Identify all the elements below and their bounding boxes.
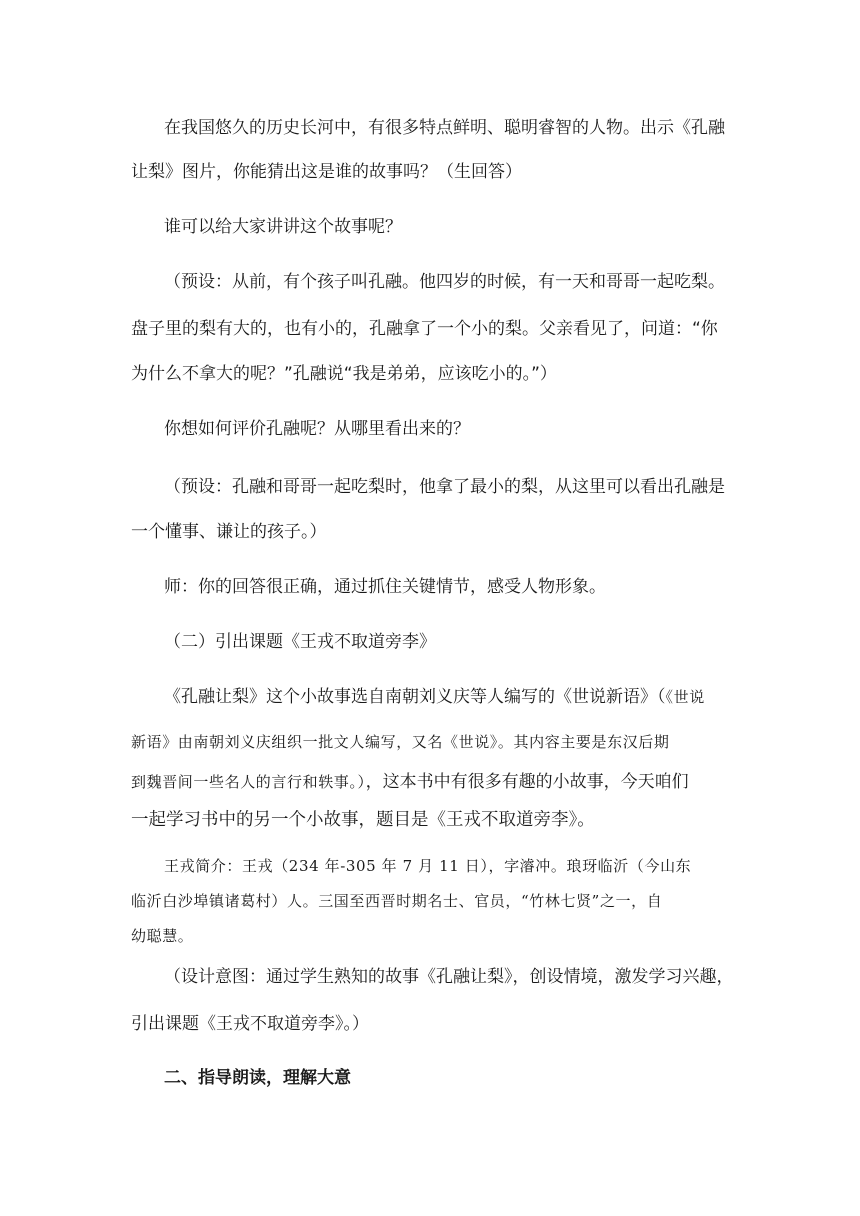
note-line: 新语》由南朝刘义庆组织一批文人编写，又名《世说》。其内容主要是东汉后期 [131, 733, 670, 751]
text-line [131, 774, 731, 791]
text-line: 一起学习书中的另一个小故事，题目是《王戎不取道旁李》。 [131, 810, 595, 830]
text-line [164, 689, 764, 706]
text-line: 为什么不拿大的呢？”孔融说“我是弟弟，应该吃小的。”） [131, 364, 557, 384]
intro-line: 临沂白沙埠镇诸葛村）人。三国至西晋时期名士、官员，“竹林七贤”之一，自 [131, 892, 663, 910]
text-line: 一个懂事、谦让的孩子。） [131, 522, 327, 542]
intro-line: 幼聪慧。 [131, 927, 194, 945]
intro-line: 王戎简介：王戎（234 年-305 年 7 月 11 日），字濬冲。琅玡临沂（今山东 [164, 857, 692, 875]
text-line: 在我国悠久的历史长河中，有很多特点鲜明、聪明睿智的人物。出示《孔融 [164, 118, 725, 138]
section-heading: 二、指导朗读，理解大意 [164, 1068, 351, 1088]
text-line: 让梨》图片，你能猜出这是谁的故事吗？（生回答） [131, 162, 522, 182]
text-line: 引出课题《王戎不取道旁李》。） [131, 1014, 369, 1034]
text-segment: ，这本书中有很多有趣的小故事，今天咱们 [365, 772, 689, 792]
note-text: 到魏晋间一些名人的言行和轶事。） [131, 773, 366, 791]
text-line: （二）引出课题《王戎不取道旁李》 [164, 632, 436, 652]
text-line: 你想如何评价孔融呢？从哪里看出来的？ [164, 419, 470, 439]
text-line: 谁可以给大家讲讲这个故事呢？ [164, 217, 402, 237]
text-line: （预设：从前，有个孩子叫孔融。他四岁的时候，有一天和哥哥一起吃梨。 [164, 272, 725, 292]
text-line: 盘子里的梨有大的，也有小的，孔融拿了一个小的梨。父亲看见了，问道：“你 [131, 319, 718, 339]
text-segment: 《孔融让梨》这个小故事选自南朝刘义庆等人编写的《世说新语》（ [164, 687, 666, 707]
note-text: 《世说 [665, 688, 705, 706]
text-line: （预设：孔融和哥哥一起吃梨时，他拿了最小的梨，从这里可以看出孔融是 [164, 477, 725, 497]
text-line: （设计意图：通过学生熟知的故事《孔融让梨》，创设情境，激发学习兴趣， [164, 967, 734, 987]
text-line: 师：你的回答很正确，通过抓住关键情节，感受人物形象。 [164, 577, 606, 597]
